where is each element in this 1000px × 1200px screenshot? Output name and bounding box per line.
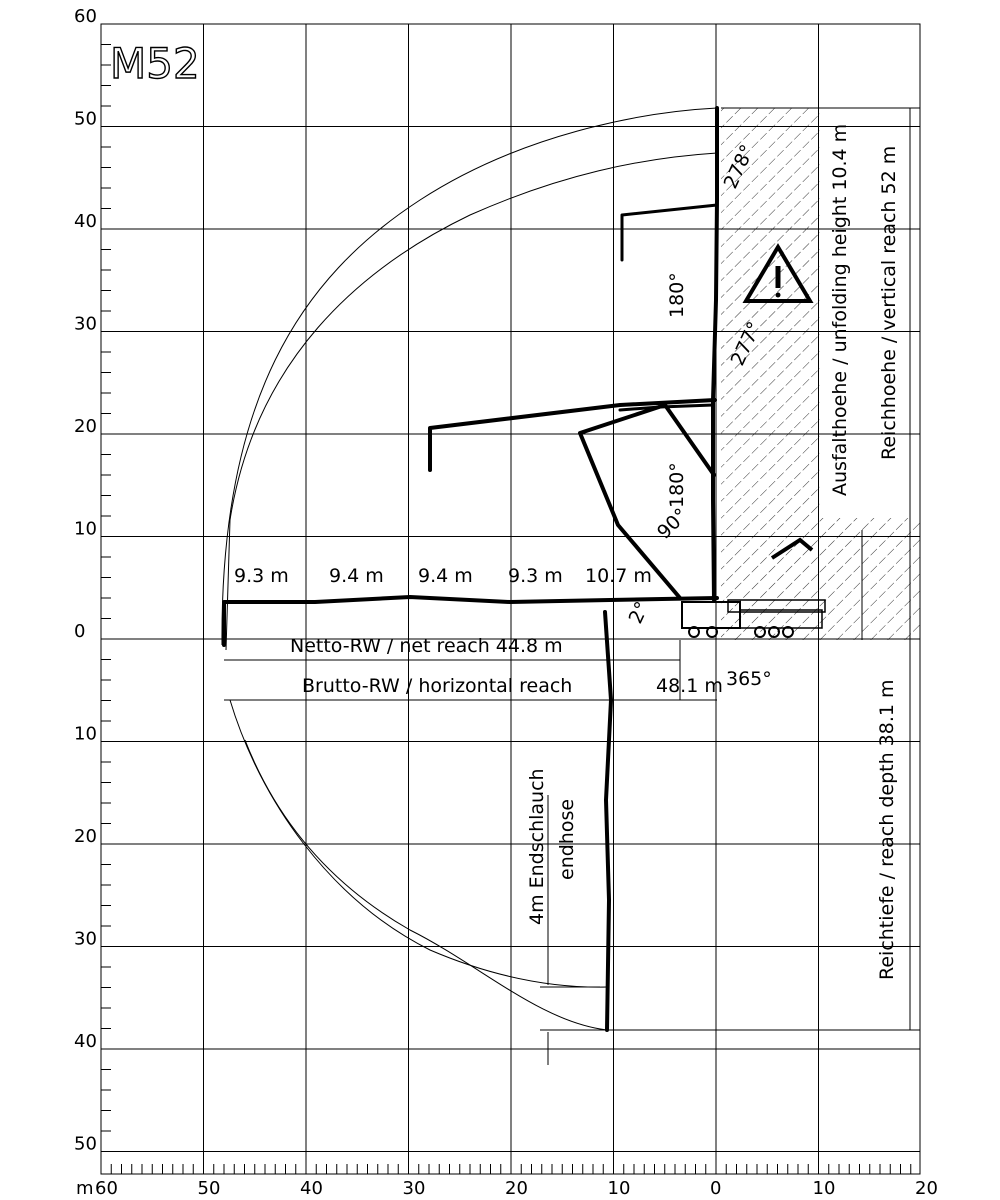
unit-label: m (76, 1178, 94, 1199)
y-tick-label: 50 (74, 108, 97, 130)
horizontal-reach-label: Brutto-RW / horizontal reach (302, 675, 573, 697)
unfolding-height-label: Ausfalthoehe / unfolding height 10.4 m (829, 123, 851, 496)
angle-90: 90° (652, 504, 693, 544)
angle-180-top: 180° (666, 272, 688, 318)
endhose-label-1: 4m Endschlauch (526, 768, 548, 925)
reach-depth-label: Reichtiefe / reach depth 38.1 m (876, 679, 898, 980)
x-tick-label: 10 (607, 1178, 631, 1199)
y-tick-label: 30 (74, 928, 97, 950)
y-tick-label: 60 (74, 6, 97, 27)
y-tick-label: 20 (74, 826, 97, 847)
arm-section-4: 9.3 m (508, 565, 563, 587)
y-tick-label: 10 (74, 723, 97, 745)
angle-180-mid: 180° (666, 462, 688, 508)
angle-365: 365° (726, 668, 772, 690)
angle-278: 278° (719, 141, 759, 193)
x-tick-label: 0 (710, 1178, 722, 1199)
vertical-reach-label: Reichhoehe / vertical reach 52 m (878, 145, 900, 460)
net-reach-label: Netto-RW / net reach 44.8 m (290, 635, 563, 657)
y-tick-label: 40 (74, 211, 97, 232)
y-tick-label: 30 (74, 313, 97, 335)
endhose-label-2: endhose (556, 798, 578, 880)
x-tick-label: 20 (505, 1178, 528, 1199)
arm-section-labels (234, 565, 652, 587)
x-tick-label: 40 (300, 1178, 323, 1199)
x-axis-labels (95, 1178, 938, 1199)
y-tick-label: 10 (74, 518, 97, 540)
x-tick-label: 60 (95, 1178, 118, 1199)
arm-section-2: 9.4 m (329, 565, 384, 587)
x-tick-label: 50 (197, 1178, 221, 1199)
x-tick-label: 10 (812, 1178, 836, 1199)
arm-section-3: 9.4 m (418, 565, 473, 587)
y-tick-label: 50 (74, 1133, 97, 1155)
y-axis-labels (74, 6, 97, 1155)
angle-277: 277° (726, 318, 766, 370)
y-tick-label: 40 (74, 1031, 97, 1052)
y-tick-label: 20 (74, 416, 97, 437)
model-title: M52 (110, 39, 200, 88)
horizontal-reach-value: 48.1 m (656, 675, 723, 697)
x-tick-label: 30 (402, 1178, 426, 1199)
arm-section-1: 9.3 m (234, 565, 289, 587)
arm-section-5: 10.7 m (585, 565, 652, 587)
x-tick-label: 20 (915, 1178, 938, 1199)
y-tick-label: 0 (74, 621, 86, 642)
angle-2: 2° (624, 598, 654, 628)
